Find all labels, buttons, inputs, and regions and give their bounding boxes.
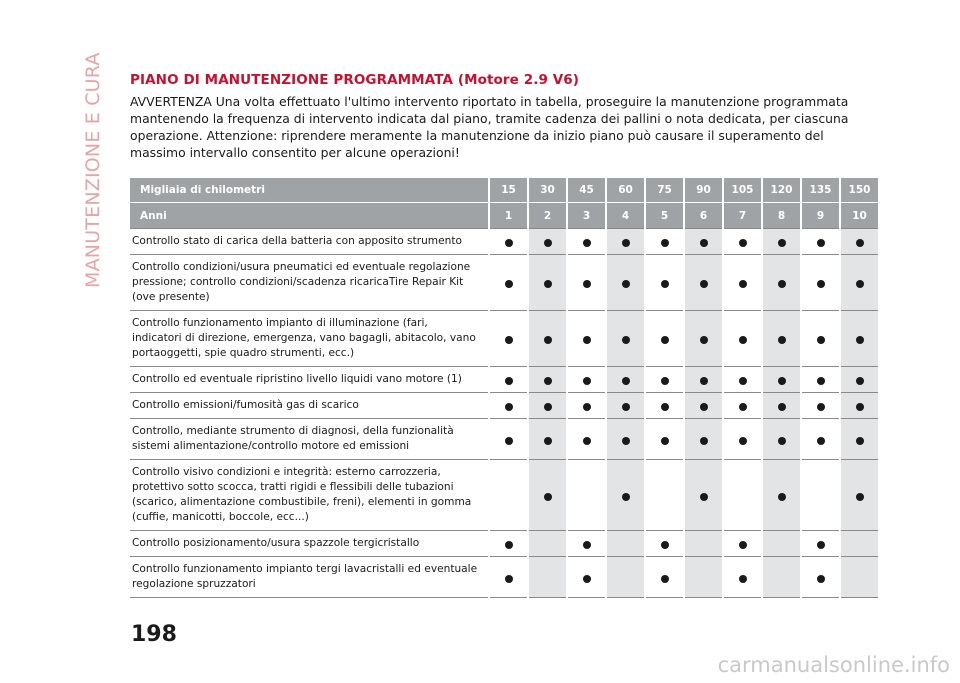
scheduled-dot-icon: [622, 493, 630, 501]
schedule-cell: [762, 229, 801, 255]
operation-description: Controllo emissioni/fumosità gas di scarico: [130, 393, 489, 419]
scheduled-dot-icon: [700, 239, 708, 247]
schedule-cell: [723, 255, 762, 311]
scheduled-dot-icon: [505, 336, 513, 344]
schedule-cell: [645, 229, 684, 255]
scheduled-dot-icon: [856, 336, 864, 344]
scheduled-dot-icon: [700, 336, 708, 344]
km-header-cell: 30: [528, 178, 567, 203]
scheduled-dot-icon: [856, 280, 864, 288]
schedule-cell: [801, 311, 840, 367]
scheduled-dot-icon: [505, 541, 513, 549]
maintenance-table: [130, 178, 878, 598]
scheduled-dot-icon: [661, 403, 669, 411]
scheduled-dot-icon: [661, 377, 669, 385]
scheduled-dot-icon: [583, 541, 591, 549]
schedule-cell: [567, 460, 606, 531]
scheduled-dot-icon: [856, 377, 864, 385]
scheduled-dot-icon: [661, 437, 669, 445]
schedule-cell: [567, 557, 606, 598]
scheduled-dot-icon: [505, 403, 513, 411]
scheduled-dot-icon: [856, 437, 864, 445]
scheduled-dot-icon: [700, 280, 708, 288]
scheduled-dot-icon: [817, 239, 825, 247]
km-header-cell: 75: [645, 178, 684, 203]
scheduled-dot-icon: [583, 336, 591, 344]
schedule-cell: [606, 460, 645, 531]
schedule-cell: [645, 367, 684, 393]
operation-description: Controllo funzionamento impianto tergi lavacristalli ed eventuale regolazione spruzzatori: [130, 557, 489, 598]
schedule-cell: [528, 557, 567, 598]
km-header-cell: 120: [762, 178, 801, 203]
schedule-cell: [489, 557, 528, 598]
km-header-label: Migliaia di chilometri: [130, 178, 489, 203]
scheduled-dot-icon: [505, 377, 513, 385]
schedule-cell: [645, 255, 684, 311]
schedule-cell: [567, 255, 606, 311]
schedule-cell: [840, 229, 878, 255]
schedule-cell: [801, 419, 840, 460]
scheduled-dot-icon: [544, 493, 552, 501]
scheduled-dot-icon: [505, 239, 513, 247]
scheduled-dot-icon: [739, 575, 747, 583]
scheduled-dot-icon: [817, 280, 825, 288]
schedule-cell: [762, 367, 801, 393]
schedule-cell: [489, 311, 528, 367]
years-header-cell: 2: [528, 203, 567, 229]
schedule-cell: [801, 557, 840, 598]
schedule-cell: [528, 460, 567, 531]
schedule-cell: [684, 460, 723, 531]
schedule-cell: [567, 367, 606, 393]
scheduled-dot-icon: [622, 280, 630, 288]
years-header-cell: 6: [684, 203, 723, 229]
scheduled-dot-icon: [778, 336, 786, 344]
scheduled-dot-icon: [817, 403, 825, 411]
scheduled-dot-icon: [505, 437, 513, 445]
years-header-cell: 1: [489, 203, 528, 229]
scheduled-dot-icon: [583, 575, 591, 583]
schedule-cell: [801, 393, 840, 419]
schedule-cell: [723, 393, 762, 419]
years-header-cell: 3: [567, 203, 606, 229]
schedule-cell: [528, 311, 567, 367]
schedule-cell: [606, 531, 645, 557]
scheduled-dot-icon: [856, 403, 864, 411]
km-header-cell: 135: [801, 178, 840, 203]
years-header-cell: 4: [606, 203, 645, 229]
scheduled-dot-icon: [856, 239, 864, 247]
schedule-cell: [723, 311, 762, 367]
watermark: carmanualsonline.info: [717, 653, 950, 677]
schedule-cell: [489, 367, 528, 393]
schedule-cell: [684, 255, 723, 311]
schedule-cell: [489, 393, 528, 419]
km-header-row: [130, 178, 878, 203]
schedule-cell: [723, 557, 762, 598]
scheduled-dot-icon: [778, 239, 786, 247]
scheduled-dot-icon: [622, 437, 630, 445]
schedule-cell: [840, 393, 878, 419]
km-header-cell: 150: [840, 178, 878, 203]
section-side-title: MANUTENZIONE E CURA: [82, 52, 104, 288]
scheduled-dot-icon: [700, 437, 708, 445]
scheduled-dot-icon: [544, 403, 552, 411]
schedule-cell: [489, 229, 528, 255]
years-header-cell: 8: [762, 203, 801, 229]
scheduled-dot-icon: [817, 575, 825, 583]
scheduled-dot-icon: [817, 437, 825, 445]
scheduled-dot-icon: [739, 280, 747, 288]
years-header-row: [130, 203, 878, 229]
scheduled-dot-icon: [583, 377, 591, 385]
schedule-cell: [684, 419, 723, 460]
scheduled-dot-icon: [583, 437, 591, 445]
scheduled-dot-icon: [778, 437, 786, 445]
schedule-cell: [840, 557, 878, 598]
years-header-cell: 9: [801, 203, 840, 229]
scheduled-dot-icon: [700, 403, 708, 411]
schedule-cell: [684, 229, 723, 255]
scheduled-dot-icon: [739, 403, 747, 411]
scheduled-dot-icon: [856, 493, 864, 501]
scheduled-dot-icon: [778, 377, 786, 385]
scheduled-dot-icon: [622, 336, 630, 344]
km-header-cell: 60: [606, 178, 645, 203]
scheduled-dot-icon: [622, 239, 630, 247]
km-header-cell: 15: [489, 178, 528, 203]
scheduled-dot-icon: [583, 239, 591, 247]
schedule-cell: [528, 531, 567, 557]
schedule-cell: [840, 531, 878, 557]
schedule-cell: [606, 393, 645, 419]
schedule-cell: [606, 229, 645, 255]
schedule-cell: [684, 531, 723, 557]
scheduled-dot-icon: [544, 336, 552, 344]
schedule-cell: [606, 311, 645, 367]
schedule-cell: [840, 311, 878, 367]
schedule-cell: [762, 419, 801, 460]
table-row: [130, 419, 878, 460]
schedule-cell: [762, 393, 801, 419]
schedule-cell: [645, 311, 684, 367]
table-row: [130, 367, 878, 393]
operation-description: Controllo visivo condizioni e integrità: esterno carrozzeria, protettivo sotto scocca, tratti rigidi e flessibili delle tubazioni (scarico, alimentazione combustibile, freni), elementi in gomma (cuffie, manicotti, boccole, ecc...): [130, 460, 489, 531]
schedule-cell: [684, 557, 723, 598]
schedule-cell: [840, 367, 878, 393]
table-row: [130, 311, 878, 367]
scheduled-dot-icon: [661, 541, 669, 549]
schedule-cell: [645, 460, 684, 531]
scheduled-dot-icon: [739, 239, 747, 247]
schedule-cell: [567, 531, 606, 557]
years-header-label: Anni: [130, 203, 489, 229]
scheduled-dot-icon: [544, 377, 552, 385]
table-row: [130, 557, 878, 598]
warning-paragraph: AVVERTENZA Una volta effettuato l'ultimo intervento riportato in tabella, proseguire la manutenzione programmata mantenendo la frequenza di intervento indicata dal piano, tramite cadenza dei pallini o nota dedicata, per ciascuna operazione. Attenzione: riprendere meramente la manutenzione da inizio piano può causare il superamento del massimo intervallo consentito per alcune operazioni!: [130, 94, 849, 160]
operation-description: Controllo condizioni/usura pneumatici ed eventuale regolazione pressione; controllo condizioni/scadenza ricaricaTire Repair Kit (ove presente): [130, 255, 489, 311]
table-row: [130, 393, 878, 419]
scheduled-dot-icon: [661, 239, 669, 247]
schedule-cell: [801, 531, 840, 557]
scheduled-dot-icon: [505, 280, 513, 288]
schedule-cell: [723, 229, 762, 255]
scheduled-dot-icon: [622, 377, 630, 385]
schedule-cell: [489, 255, 528, 311]
scheduled-dot-icon: [739, 541, 747, 549]
schedule-cell: [840, 255, 878, 311]
schedule-cell: [684, 311, 723, 367]
schedule-cell: [723, 419, 762, 460]
schedule-cell: [762, 460, 801, 531]
scheduled-dot-icon: [739, 377, 747, 385]
operation-description: Controllo stato di carica della batteria con apposito strumento: [130, 229, 489, 255]
scheduled-dot-icon: [583, 280, 591, 288]
schedule-cell: [489, 460, 528, 531]
schedule-cell: [684, 393, 723, 419]
schedule-cell: [723, 460, 762, 531]
years-header-cell: 10: [840, 203, 878, 229]
page-title: PIANO DI MANUTENZIONE PROGRAMMATA (Motore 2.9 V6): [130, 72, 580, 88]
scheduled-dot-icon: [505, 575, 513, 583]
scheduled-dot-icon: [544, 437, 552, 445]
schedule-cell: [606, 419, 645, 460]
page-number: 198: [131, 622, 177, 647]
scheduled-dot-icon: [661, 336, 669, 344]
schedule-cell: [489, 531, 528, 557]
scheduled-dot-icon: [700, 377, 708, 385]
km-header-cell: 90: [684, 178, 723, 203]
years-header-cell: 5: [645, 203, 684, 229]
schedule-cell: [801, 367, 840, 393]
scheduled-dot-icon: [778, 493, 786, 501]
schedule-cell: [645, 557, 684, 598]
scheduled-dot-icon: [583, 403, 591, 411]
schedule-cell: [762, 311, 801, 367]
schedule-cell: [567, 311, 606, 367]
schedule-cell: [762, 531, 801, 557]
scheduled-dot-icon: [739, 336, 747, 344]
operation-description: Controllo, mediante strumento di diagnosi, della funzionalità sistemi alimentazione/controllo motore ed emissioni: [130, 419, 489, 460]
schedule-cell: [840, 460, 878, 531]
schedule-cell: [762, 255, 801, 311]
schedule-cell: [801, 255, 840, 311]
scheduled-dot-icon: [778, 280, 786, 288]
scheduled-dot-icon: [778, 403, 786, 411]
schedule-cell: [645, 419, 684, 460]
schedule-cell: [528, 255, 567, 311]
schedule-cell: [801, 229, 840, 255]
scheduled-dot-icon: [661, 575, 669, 583]
schedule-cell: [645, 531, 684, 557]
schedule-cell: [606, 557, 645, 598]
schedule-cell: [684, 367, 723, 393]
schedule-cell: [645, 393, 684, 419]
years-header-cell: 7: [723, 203, 762, 229]
scheduled-dot-icon: [817, 541, 825, 549]
schedule-cell: [723, 531, 762, 557]
table-row: [130, 531, 878, 557]
scheduled-dot-icon: [661, 280, 669, 288]
scheduled-dot-icon: [817, 377, 825, 385]
scheduled-dot-icon: [739, 437, 747, 445]
operation-description: Controllo funzionamento impianto di illuminazione (fari, indicatori di direzione, emergenza, vano bagagli, abitacolo, vano portaoggetti, spie quadro strumenti, ecc.): [130, 311, 489, 367]
schedule-cell: [567, 419, 606, 460]
table-row: [130, 460, 878, 531]
schedule-cell: [567, 229, 606, 255]
scheduled-dot-icon: [700, 493, 708, 501]
schedule-cell: [840, 419, 878, 460]
scheduled-dot-icon: [544, 280, 552, 288]
schedule-cell: [528, 419, 567, 460]
km-header-cell: 105: [723, 178, 762, 203]
table-row: [130, 229, 878, 255]
km-header-cell: 45: [567, 178, 606, 203]
schedule-cell: [489, 419, 528, 460]
scheduled-dot-icon: [622, 403, 630, 411]
schedule-cell: [567, 393, 606, 419]
schedule-cell: [801, 460, 840, 531]
schedule-cell: [528, 393, 567, 419]
scheduled-dot-icon: [544, 239, 552, 247]
schedule-cell: [606, 367, 645, 393]
operation-description: Controllo ed eventuale ripristino livello liquidi vano motore (1): [130, 367, 489, 393]
schedule-cell: [528, 367, 567, 393]
operation-description: Controllo posizionamento/usura spazzole tergicristallo: [130, 531, 489, 557]
schedule-cell: [762, 557, 801, 598]
schedule-cell: [606, 255, 645, 311]
schedule-cell: [723, 367, 762, 393]
table-body: [130, 229, 878, 598]
table-row: [130, 255, 878, 311]
schedule-cell: [528, 229, 567, 255]
scheduled-dot-icon: [817, 336, 825, 344]
